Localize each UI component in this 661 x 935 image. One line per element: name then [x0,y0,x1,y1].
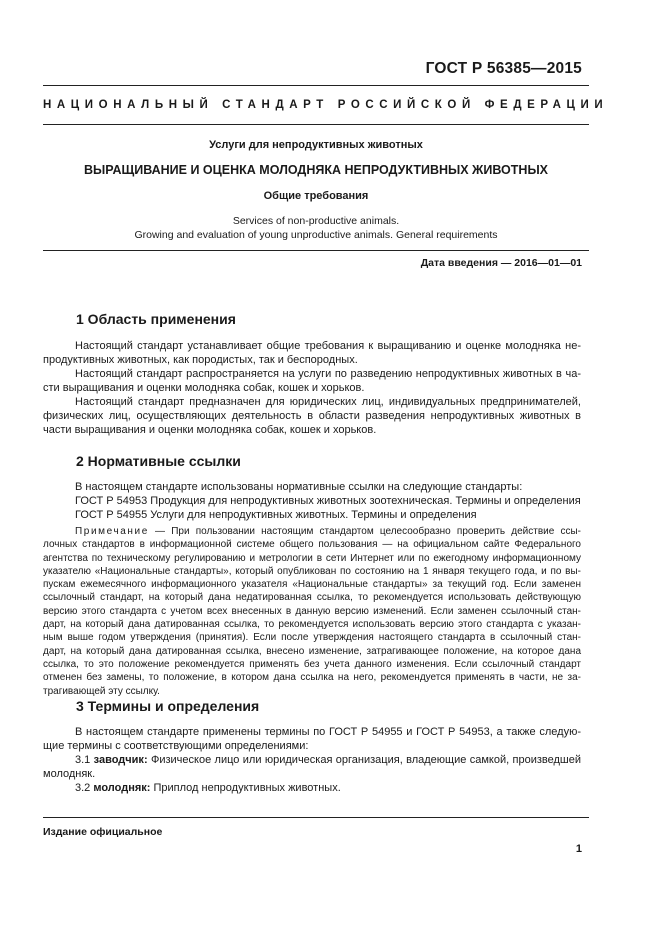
introduction-date: Дата введения — 2016—01—01 [420,257,582,269]
note-line: дарт, на который дана датированная ссылка, внесено изменение, затрагивающее положение, на которое дана [43,645,581,657]
main-title: ВЫРАЩИВАНИЕ И ОЦЕНКА МОЛОДНЯКА НЕПРОДУКТИВНЫХ ЖИВОТНЫХ [83,163,549,177]
term-name: заводчик: [93,754,148,766]
term-number: 3.2 [75,782,94,794]
term-line [43,753,581,767]
section-2-heading: 2 Нормативные ссылки [76,453,241,469]
note-line [43,525,581,538]
paragraph-line: продуктивных животных, как породистых, так и беспородных. [43,354,358,366]
date-rule [43,250,589,251]
paragraph-line: сти выращивания и оценки молодняка собак, кошек и хорьков. [43,382,365,394]
sub-title: Общие требования [263,190,369,202]
note-line: ссылка, то это положение рекомендуется применять без учета данного изменения. Если ссылочный стандарт [43,658,581,670]
paragraph-line: ГОСТ Р 54955 Услуги для непродуктивных животных. Термины и определения [75,509,477,521]
paragraph-line: В настоящем стандарте использованы нормативные ссылки на следующие стандарты: [75,481,523,493]
note-line: трагивающей эту ссылку. [43,685,160,697]
page-number: 1 [575,843,582,855]
footer-rule [43,817,589,818]
english-title-line2: Growing and evaluation of young unproductive animals. General requirements [134,229,498,241]
note-line: ссылочный стандарт, на который дана недатированная ссылка, то рекомендуется использовать действующую [43,592,581,604]
note-line: отменен без замены, то положение, в котором дана ссылка на него, рекомендуется применять в части, не за- [43,672,581,684]
section-3-heading: 3 Термины и определения [76,698,260,714]
paragraph-line: Настоящий стандарт устанавливает общие требования к выращиванию и оценке молодняка не- [75,340,581,352]
term-definition: Физическое лицо или юридическая организация, владеющие самкой, произведшей [147,754,581,766]
paragraph-line: Настоящий стандарт предназначен для юридических лиц, индивидуальных предпринимателей, [75,396,581,408]
term-number: 3.1 [75,754,94,766]
national-standard-title: НАЦИОНАЛЬНЫЙ СТАНДАРТ РОССИЙСКОЙ ФЕДЕРАЦИИ [43,99,609,111]
paragraph-line: В настоящем стандарте применены термины по ГОСТ Р 54955 и ГОСТ Р 54953, а также следую- [75,726,581,738]
note-line: пускам ежемесячного информационного указателя «Национальные стандарты» за текущий год. Если заменен [43,579,581,591]
section-1-heading: 1 Область применения [76,311,236,327]
standard-code: ГОСТ Р 56385—2015 [425,60,582,77]
section-2-body [43,480,581,522]
note-line: версию этого стандарта с учетом всех внесенных в данную версию изменений. Если заменен ссылочный стан- [43,605,581,617]
section-1-body [43,339,581,437]
note-line: указателю «Национальные стандарты», который опубликован по состоянию на 1 января текущего года, и по вы- [43,565,581,577]
note-label: Примечание [75,526,149,537]
term-name: молодняк: [93,782,151,794]
note-first-text: — При пользовании настоящим стандартом целесообразно проверить действие ссы- [148,526,581,537]
term-line [43,781,581,795]
paragraph-line: физических лиц, осуществляющих деятельность в области разведения непродуктивных животных в [43,410,581,422]
note-line: лочных стандартов в информационной системе общего пользования — на официальном сайте Федерального [43,539,581,551]
paragraph-line: части выращивания и оценки молодняка собак, кошек и хорьков. [43,424,377,436]
subject-title: Услуги для непродуктивных животных [209,139,423,151]
note-line: агентства по техническому регулированию и метрологии в сети Интернет или по ежегодному информационному [43,552,581,564]
section-3-body [43,725,581,795]
paragraph-line: щие термины с соответствующими определениями: [43,740,309,752]
paragraph-line: Настоящий стандарт распространяется на услуги по разведению непродуктивных животных в ча- [75,368,581,380]
term-line: молодняк. [43,768,96,780]
section-2-note [43,525,581,698]
note-line: дарт, на который дана датированная ссылка, то рекомендуется использовать версию этого стандарта с указан- [43,619,581,631]
paragraph-line: ГОСТ Р 54953 Продукция для непродуктивных животных зоотехническая. Термины и определения [75,495,581,507]
title-rule [43,124,589,125]
term-definition: Приплод непродуктивных животных. [150,782,341,794]
english-title-line1: Services of non-productive animals. [232,215,400,227]
edition-label: Издание официальное [43,826,163,838]
note-line: ным выше годом утверждения (принятия). Если после утверждения настоящего стандарта в ссылочный стан- [43,632,581,644]
header-rule [43,85,589,86]
